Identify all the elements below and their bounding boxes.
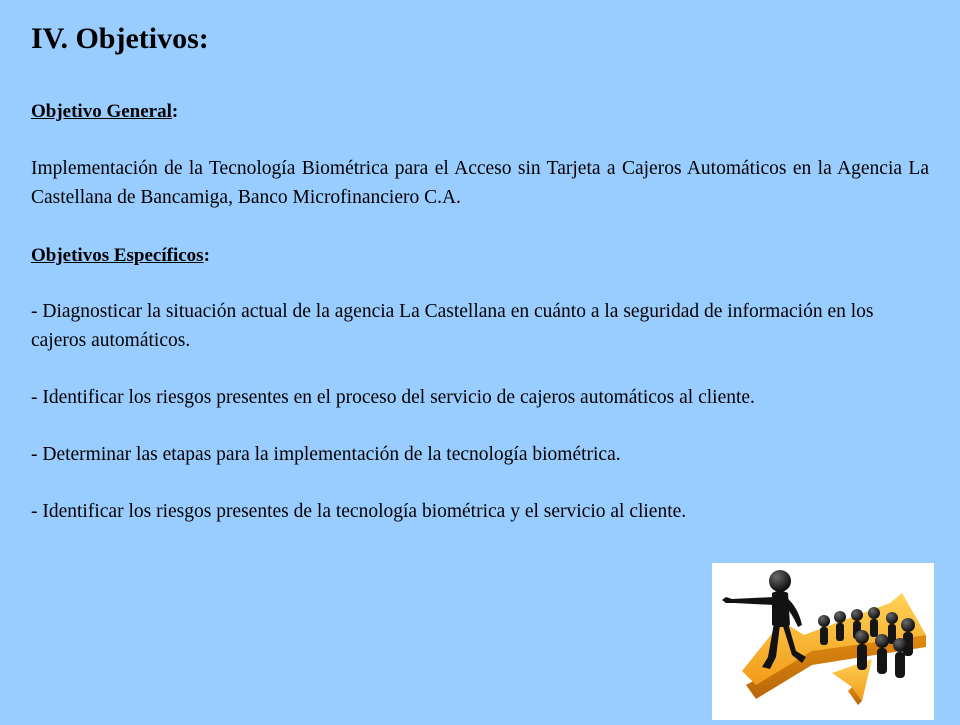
specific-objective-item-4: - Identificar los riesgos presentes de la tecnología biométrica y el servicio al cliente. [31, 501, 687, 522]
leader-illustration [712, 563, 934, 720]
specific-objective-item-2: - Identificar los riesgos presentes en el proceso del servicio de cajeros automáticos al cliente. [31, 387, 755, 408]
specific-objective-item-3: - Determinar las etapas para la implementación de la tecnología biométrica. [31, 444, 621, 465]
specific-objectives-heading-colon: : [203, 245, 210, 266]
general-objective-heading-colon: : [171, 101, 179, 122]
slide-title: IV. Objetivos: [31, 22, 209, 55]
specific-objectives-heading-label: Objetivos Específicos [31, 245, 204, 266]
specific-objectives-heading [31, 244, 210, 268]
general-objective-text: Implementación de la Tecnología Biométrica para el Acceso sin Tarjeta a Cajeros Automáticos en la Agencia La Castellana de Bancamiga, Banco Microfinanciero C.A. [31, 158, 929, 208]
leader-pointing-team-arrow-icon [712, 563, 934, 720]
general-objective-heading [31, 100, 178, 124]
specific-objective-item-1: - Diagnosticar la situación actual de la agencia La Castellana en cuánto a la seguridad de información en los cajeros automáticos. [31, 301, 874, 351]
general-objective-heading-label: Objetivo General [31, 101, 172, 122]
